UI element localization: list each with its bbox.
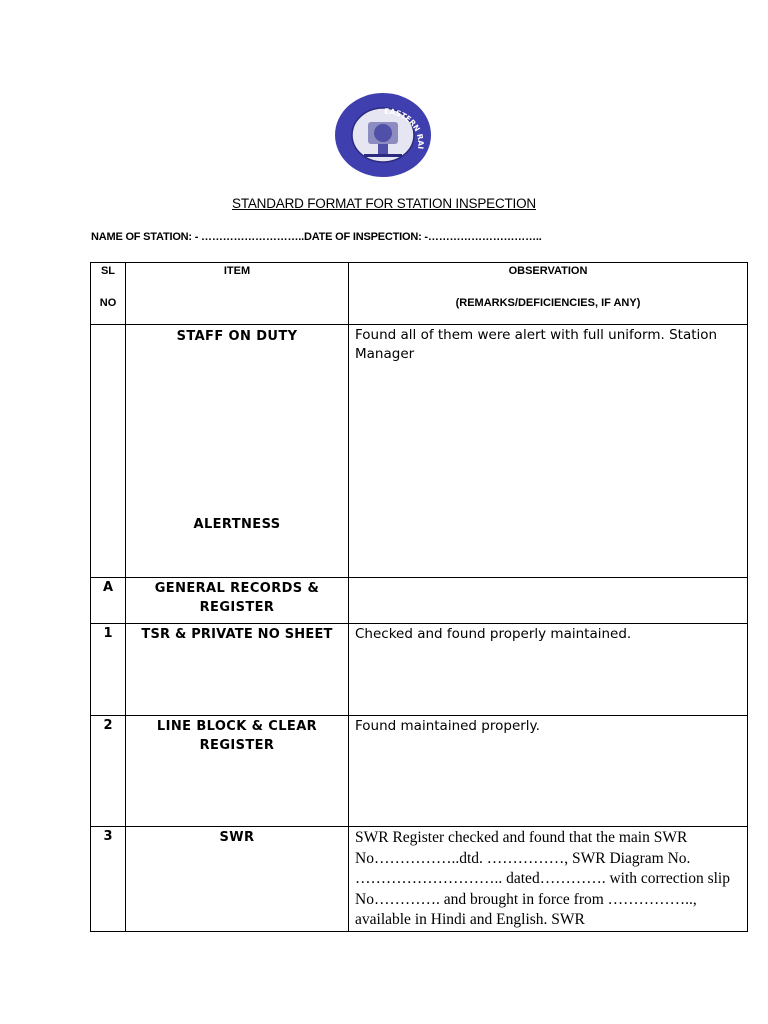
header-sl-no [91, 263, 126, 325]
row-item: TSR & PRIVATE NO SHEET [126, 624, 349, 716]
table-row [91, 578, 748, 624]
row-observation: SWR Register checked and found that the main SWR No……………..dtd. ……………, SWR Diagram No. ……………………….. dated…………. with correction slip No…………. and brought in force from …………….., available in Hindi and English. SWR [349, 827, 748, 932]
station-date-line: NAME OF STATION: - ………………………..DATE OF INSPECTION: -………………………….. [91, 231, 542, 243]
row-observation: Found maintained properly. [349, 716, 748, 827]
header-item [126, 263, 349, 325]
row-sl: A [91, 578, 126, 624]
page-title: STANDARD FORMAT FOR STATION INSPECTION [232, 196, 536, 211]
row-item: GENERAL RECORDS & REGISTER [126, 578, 349, 624]
row-item-label: STAFF ON DUTY [176, 329, 298, 344]
row-sl: 2 [91, 716, 126, 827]
row-item: LINE BLOCK & CLEAR REGISTER [126, 716, 349, 827]
row-sl: 1 [91, 624, 126, 716]
header-observation-label: OBSERVATION [508, 265, 588, 277]
row-sl [91, 325, 126, 578]
header-observation [349, 263, 748, 325]
header-item-label: ITEM [223, 265, 251, 277]
row-observation [349, 578, 748, 624]
table-row [91, 827, 748, 932]
row-item [126, 325, 349, 578]
row-observation: Found all of them were alert with full uniform. Station Manager [349, 325, 748, 578]
table-row [91, 624, 748, 716]
header-sl: SL [100, 265, 116, 277]
logo-text: EASTERN RAI [384, 106, 426, 150]
table-row [91, 325, 748, 578]
eastern-railway-logo [334, 92, 432, 178]
row-item: SWR [126, 827, 349, 932]
table-header-row [91, 263, 748, 325]
row-sl: 3 [91, 827, 126, 932]
header-remarks-label: (REMARKS/DEFICIENCIES, IF ANY) [455, 297, 641, 309]
table-row [91, 716, 748, 827]
row-item-extra: ALERTNESS [193, 517, 281, 532]
inspection-table [90, 262, 748, 932]
header-no: NO [99, 297, 117, 309]
row-observation: Checked and found properly maintained. [349, 624, 748, 716]
